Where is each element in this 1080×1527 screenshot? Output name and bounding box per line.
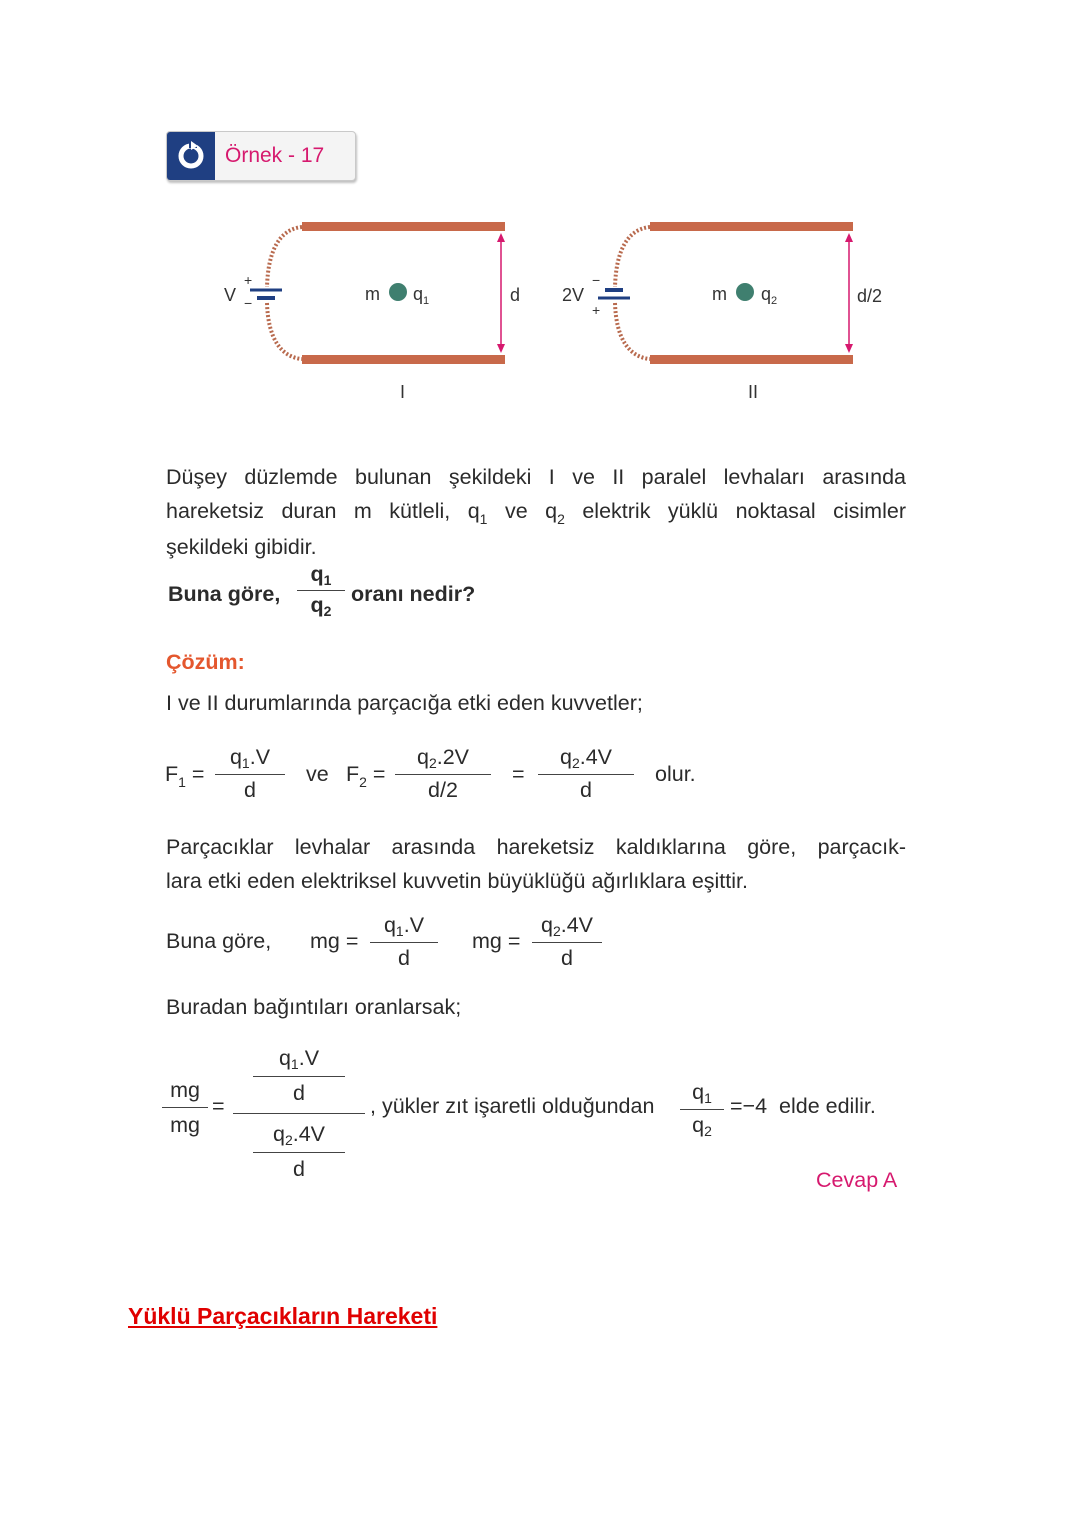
- voltage-II: 2V: [562, 285, 585, 305]
- mg1-label: mg =: [310, 929, 359, 953]
- refresh-icon: [167, 132, 215, 180]
- mg2-fraction: q2.4V d: [532, 910, 602, 973]
- complex-top: q1.V d: [253, 1042, 345, 1109]
- wire-I-top: [267, 227, 302, 287]
- f3-fraction: q2.4V d: [538, 742, 634, 805]
- mg2-label: mg =: [472, 929, 521, 953]
- conclusion-b: =−4 elde edilir.: [730, 1094, 876, 1118]
- problem-line-2: hareketsiz duran m kütleli, $q_1$ ve $q_2$ elektrik yüklü noktasal cisimler: [166, 499, 906, 527]
- ratio-equals: =: [212, 1094, 225, 1118]
- top-plate-I: [302, 222, 505, 231]
- solution-heading: Çözüm:: [166, 650, 245, 674]
- circuit-I: [224, 222, 520, 402]
- answer-label: Cevap A: [816, 1168, 898, 1192]
- minus-I: −: [244, 295, 253, 311]
- question-b: oranı nedir?: [351, 582, 476, 606]
- wire-I-bottom: [267, 303, 302, 359]
- arrowhead-I-bottom: [497, 344, 505, 353]
- solution-intro: I ve II durumlarında parçacığa etki eden kuvvetler;: [166, 691, 643, 715]
- arrowhead-II-top: [845, 233, 853, 242]
- circuit-II: [562, 222, 882, 402]
- olur-text: olur.: [655, 762, 696, 786]
- roman-I: I: [400, 382, 406, 402]
- charge-II: $q_2$: [761, 284, 778, 307]
- complex-fraction: [233, 1042, 365, 1185]
- arrowhead-II-bottom: [845, 344, 853, 353]
- para2-line-2: lara etki eden elektriksel kuvvetin büyüklüğü ağırlıklara eşittir.: [166, 869, 748, 893]
- top-plate-II: [650, 222, 853, 231]
- plus-II: +: [592, 302, 601, 318]
- conclusion-fraction: q1 q2: [680, 1077, 724, 1142]
- buradan-text: Buradan bağıntıları oranlarsak;: [166, 995, 462, 1019]
- problem-text: [166, 460, 906, 564]
- solution-paragraph-2: [166, 830, 906, 898]
- buna-gore-text: Buna göre,: [166, 929, 272, 953]
- para2-line-1: Parçacıklar levhalar arasında hareketsiz kaldıklarına göre, parçacık-: [166, 835, 906, 859]
- wire-II-top: [615, 227, 650, 287]
- distance-I: d: [510, 285, 521, 305]
- question-fraction: q1 q2: [297, 560, 345, 621]
- mg-ratio-fraction: mg mg: [162, 1073, 208, 1142]
- f2-label: $F_2$ =: [346, 762, 386, 790]
- complex-bottom: q2.4V d: [253, 1118, 345, 1185]
- roman-II: II: [748, 382, 759, 402]
- section-title: Yüklü Parçacıkların Hareketi: [128, 1303, 438, 1329]
- bottom-plate-I: [302, 355, 505, 364]
- voltage-I: V: [224, 285, 237, 305]
- wire-II-bottom: [615, 303, 650, 359]
- arrowhead-I-top: [497, 233, 505, 242]
- example-badge: [166, 131, 356, 181]
- example-label: Örnek - 17: [225, 144, 325, 167]
- mass-I: m: [365, 284, 380, 304]
- conclusion-a: , yükler zıt işaretli olduğundan: [370, 1094, 655, 1118]
- minus-II: −: [592, 272, 601, 288]
- distance-II: d/2: [857, 286, 883, 306]
- particle-II: [736, 283, 754, 301]
- charge-I: $q_1$: [413, 284, 430, 307]
- problem-line-1: Düşey düzlemde bulunan şekildeki I ve II paralel levhaları arasında: [166, 465, 906, 489]
- mass-II: m: [712, 284, 727, 304]
- particle-I: [389, 283, 407, 301]
- question-a: Buna göre,: [168, 582, 281, 606]
- plus-I: +: [244, 272, 253, 288]
- mg1-fraction: q1.V d: [370, 910, 438, 973]
- f2-fraction: q2.2V d/2: [395, 742, 491, 805]
- f1-label: $F_1$ =: [165, 762, 205, 790]
- problem-line-3: şekildeki gibidir.: [166, 535, 317, 559]
- equals-sign: =: [512, 762, 525, 786]
- bottom-plate-II: [650, 355, 853, 364]
- f1-fraction: q1.V d: [215, 742, 285, 805]
- capacitor-figure: [210, 205, 910, 405]
- ve-text: ve: [306, 762, 329, 786]
